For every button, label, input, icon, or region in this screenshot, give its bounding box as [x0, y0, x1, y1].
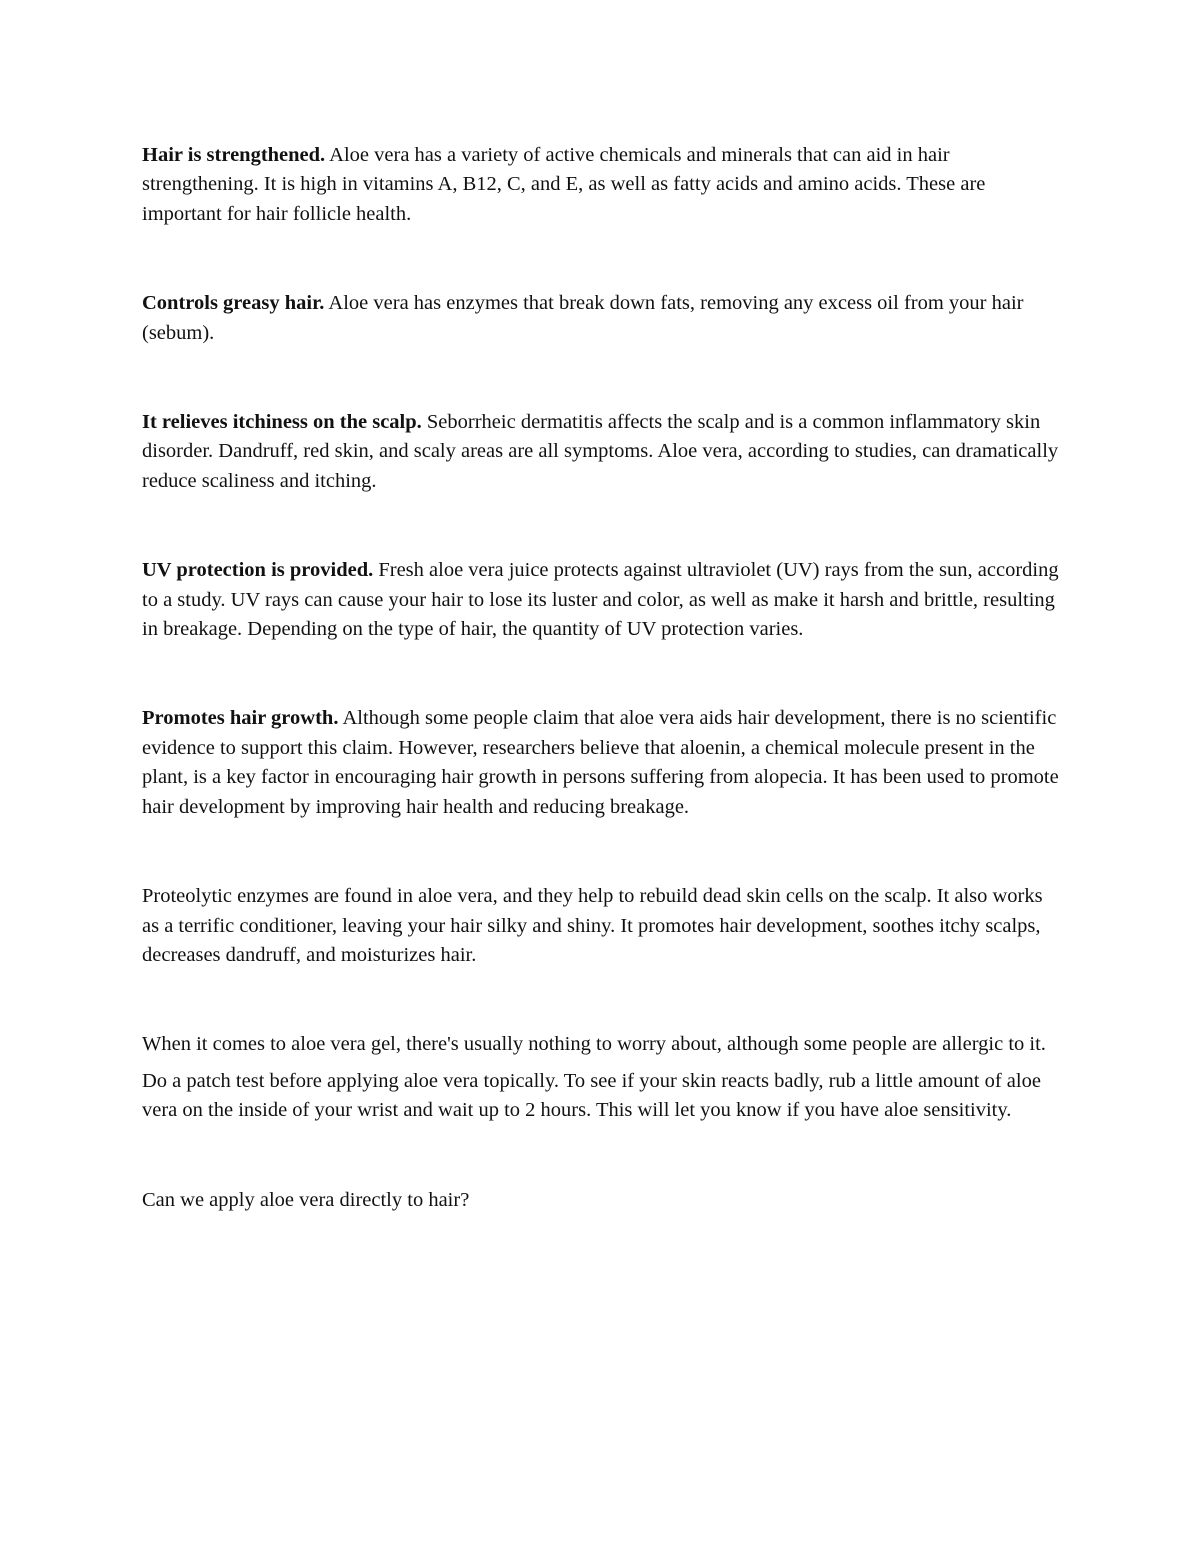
paragraph-hair-strengthened: [142, 141, 1060, 229]
paragraph-promotes-hair-growth: [142, 704, 1060, 822]
paragraph-text: Aloe vera has a variety of active chemicals and minerals that can aid in hair strengthening. It is high in vitamins A, B12, C, and E, as well as fatty acids and amino acids. These are important for hair follicle health.: [142, 144, 986, 225]
paragraph-heading: Hair is strengthened.: [142, 144, 326, 166]
paragraph-proteolytic-enzymes: [142, 882, 1060, 970]
paragraph-text: When it comes to aloe vera gel, there's usually nothing to worry about, although some people are allergic to it.: [142, 1033, 1046, 1056]
paragraph-uv-protection: [142, 556, 1060, 644]
paragraph-text: Although some people claim that aloe vera aids hair development, there is no scientific evidence to support this claim. However, researchers believe that aloenin, a chemical molecule present in the plant, is a key factor in encouraging hair growth in persons suffering from alopecia. It has been used to promote hair development by improving hair health and reducing breakage.: [142, 707, 1059, 818]
paragraph-text: Do a patch test before applying aloe vera topically. To see if your skin reacts badly, rub a little amount of aloe vera on the inside of your wrist and wait up to 2 hours. This will let you know if you have aloe sensitivity.: [142, 1069, 1041, 1122]
paragraph-heading: UV protection is provided.: [142, 559, 374, 582]
paragraph-controls-greasy-hair: [142, 289, 1060, 348]
paragraph-text: Fresh aloe vera juice protects against ultraviolet (UV) rays from the sun, according to a study. UV rays can cause your hair to lose its luster and color, as well as make it harsh and brittle, resulting in breakage. Depending on the type of hair, the quantity of UV protection varies.: [142, 559, 1059, 641]
paragraph-heading: It relieves itchiness on the scalp.: [142, 411, 422, 434]
paragraph-text: Aloe vera has enzymes that break down fats, removing any excess oil from your hair (sebum).: [142, 292, 1024, 344]
paragraph-patch-test: [142, 1067, 1060, 1126]
paragraph-text: Can we apply aloe vera directly to hair?: [142, 1188, 470, 1211]
paragraph-text: Seborrheic dermatitis affects the scalp and is a common inflammatory skin disorder. Dandruff, red skin, and scaly areas are all symptoms. Aloe vera, according to studies, can dramatically reduce scaliness and itching.: [142, 411, 1059, 492]
paragraph-question: [142, 1186, 1060, 1215]
document-body: [142, 141, 1060, 1215]
paragraph-heading: Promotes hair growth.: [142, 707, 339, 730]
paragraph-heading: Controls greasy hair.: [142, 292, 325, 315]
paragraph-text: Proteolytic enzymes are found in aloe vera, and they help to rebuild dead skin cells on the scalp. It also works as a terrific conditioner, leaving your hair silky and shiny. It promotes hair development, soothes itchy scalps, decreases dandruff, and moisturizes hair.: [142, 885, 1043, 966]
paragraph-aloe-gel-allergy: [142, 1030, 1060, 1059]
paragraph-relieves-itchiness: [142, 408, 1060, 496]
